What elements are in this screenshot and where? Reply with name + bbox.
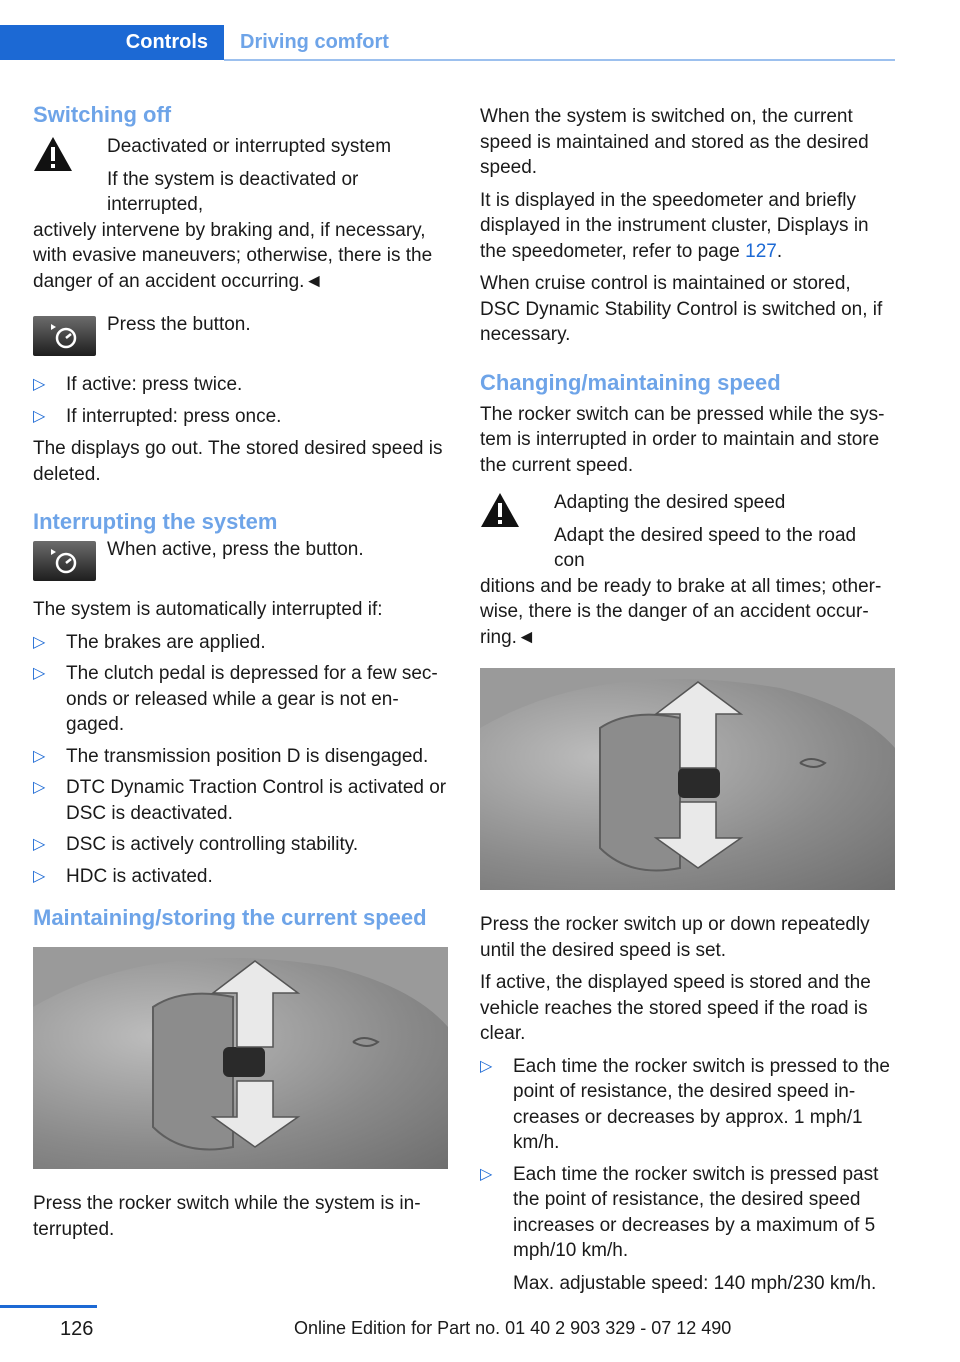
bullet-icon: ▷ <box>33 779 46 796</box>
warning-icon <box>33 136 73 172</box>
page-header <box>0 0 960 64</box>
bullet-icon: ▷ <box>33 867 46 885</box>
max-speed-text: Max. adjustable speed: 140 mph/230 km/h. <box>513 1272 877 1294</box>
page-ref-link[interactable]: 127 <box>745 240 777 262</box>
cruise-control-button-icon <box>33 541 96 581</box>
bullet-icon: ▷ <box>33 836 46 853</box>
warning-icon <box>480 492 520 528</box>
right-column <box>480 104 895 1303</box>
paragraph: When the system is switched on, the current speed is maintained and stored as the desired speed. <box>480 106 869 178</box>
heading-interrupting: Interrupting the system <box>33 509 278 534</box>
auto-interrupted-text: The system is automatically interrupted if: <box>33 599 383 620</box>
edition-text: Online Edition for Part no. 01 40 2 903 329 - 07 12 490 <box>294 1318 732 1338</box>
warning-block <box>480 490 895 574</box>
heading-changing: Changing/maintaining speed <box>480 369 781 395</box>
bullet-list-press <box>33 372 448 429</box>
list-item: ▷ The transmission position D is disengaged. <box>33 744 448 770</box>
bullet-icon: ▷ <box>33 747 46 765</box>
paragraph: The rocker switch can be pressed while the system is interrupted in order to maintain and store the current speed. <box>480 403 885 476</box>
warning-text-continued: ditions and be ready to brake at all times; otherwise, there is the danger of an accident occurring.◄ <box>480 575 882 648</box>
cruise-control-button-icon <box>33 316 96 356</box>
tab-controls[interactable]: Controls <box>0 25 224 60</box>
heading-maintaining: Maintaining/storing the current speed <box>33 905 427 930</box>
list-item: ▷ DSC is actively controlling stability. <box>33 832 448 858</box>
warning-text: If the system is deactivated or interrupted, <box>107 168 359 215</box>
warning-title: Adapting the desired speed <box>554 492 786 513</box>
page-number: 126 <box>60 1318 94 1340</box>
bullet-icon: ▷ <box>33 407 46 425</box>
bullet-list-interruptions <box>33 630 448 890</box>
paragraph: If active, the displayed speed is stored and the vehicle reaches the stored speed if the road is clear. <box>480 972 871 1044</box>
bullet-list-speed <box>480 1054 895 1264</box>
warning-text-continued: actively intervene by braking and, if necessary, with evasive maneuvers; otherwise, there is the danger of an accident occurring.◄ <box>33 219 433 292</box>
photo-caption: Press the rocker switch while the system is interrupted. <box>33 1193 421 1240</box>
paragraph: It is displayed in the speedometer and briefly displayed in the instrument cluster, Displays in the speedometer, refer to page 127. <box>480 189 869 262</box>
list-item: ▷ The clutch pedal is depressed for a few seconds or released while a gear is not engaged. <box>33 663 438 735</box>
bullet-icon: ▷ <box>33 633 46 651</box>
displays-out-text: The displays go out. The stored desired speed is deleted. <box>33 438 443 485</box>
bullet-icon: ▷ <box>480 1057 493 1075</box>
steering-wheel-rocker-photo <box>480 668 895 890</box>
footer-divider <box>0 1305 97 1308</box>
warning-text: Adapt the desired speed to the road con <box>554 524 857 571</box>
button-instruction <box>33 312 448 372</box>
list-item: ▷ If interrupted: press once. <box>33 404 448 430</box>
left-column <box>33 100 448 1249</box>
list-item: ▷ DTC Dynamic Traction Control is activated or DSC is deactivated. <box>33 777 447 824</box>
bullet-icon: ▷ <box>480 1165 493 1183</box>
list-item: ▷ Each time the rocker switch is pressed to the point of resistance, the desired speed increases or decreases by approx. 1 mph/1 km/h. <box>480 1055 890 1153</box>
press-button-text: Press the button. <box>107 314 251 335</box>
paragraph: Press the rocker switch up or down repeatedly until the desired speed is set. <box>480 914 870 961</box>
bullet-icon: ▷ <box>33 376 46 393</box>
list-item: ▷ HDC is activated. <box>33 864 448 890</box>
when-active-text: When active, press the button. <box>107 539 364 560</box>
warning-block <box>33 134 448 218</box>
tab-driving-comfort[interactable]: Driving comfort <box>240 31 389 53</box>
heading-switching-off: Switching off <box>33 102 172 127</box>
bullet-icon: ▷ <box>33 665 46 682</box>
list-item: ▷ If active: press twice. <box>33 372 448 398</box>
warning-title: Deactivated or interrupted system <box>107 136 392 157</box>
list-item: ▷ The brakes are applied. <box>33 630 448 656</box>
header-divider <box>224 59 895 61</box>
steering-wheel-rocker-photo <box>33 947 448 1169</box>
button-instruction <box>33 537 448 597</box>
list-item: ▷ Each time the rocker switch is pressed past the point of resistance, the desired speed increases or decreases by a maximum of 5 mph/10 km/h. <box>480 1163 879 1261</box>
paragraph: When cruise control is maintained or stored, DSC Dynamic Stability Control is switched on, if necessary. <box>480 273 883 345</box>
